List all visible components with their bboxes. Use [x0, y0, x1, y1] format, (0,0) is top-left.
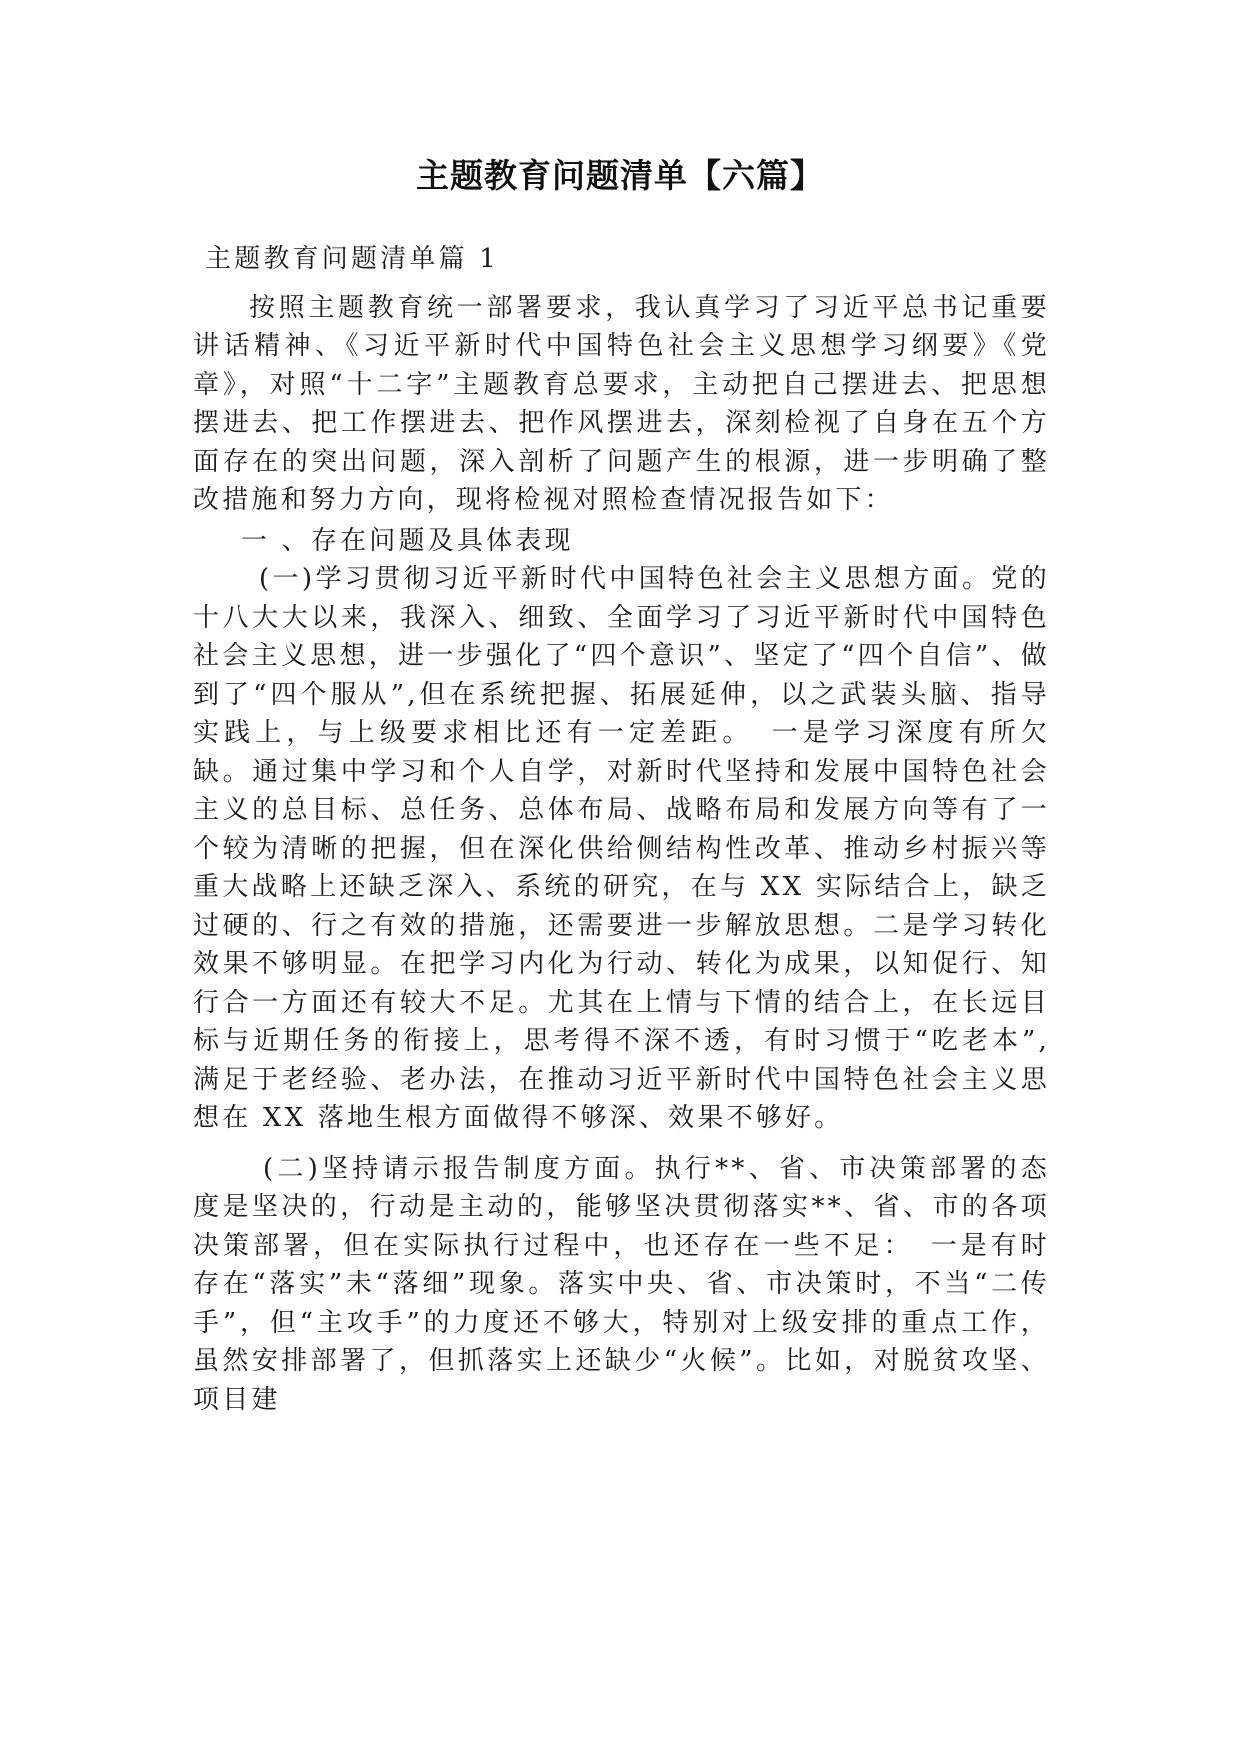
section-heading: 一 、存在问题及具体表现: [241, 525, 574, 556]
section-title: 主题教育问题清单篇 1: [205, 244, 500, 274]
paragraph-study: (一)学习贯彻习近平新时代中国特色社会主义思想方面。党的十八大大以来，我深入、细致、全面学习了习近平新时代中国特色社会主义思想，进一步强化了“四个意识”、坚定了“四个自信”、做到了“四个服从”,但在系统把握、拓展延伸，以之武装头脑、指导实践上，与上级要求相比还有一定差距。 一是学习深度有所欠缺。通过集中学习和个人自学，对新时代坚持和发展中国特色社会主义的总目标、总任务、总体布局、战略布局和发展方向等有了一个较为清晰的把握，但在深化供给侧结构性改革、推动乡村振兴等重大战略上还缺乏深入、系统的研究，在与 XX 实际结合上，缺乏过硬的、行之有效的措施，还需要进一步解放思想。二是学习转化效果不够明显。在把学习内化为行动、转化为成果，以知促行、知行合一方面还有较大不足。尤其在上情与下情的结合上，在长远目标与近期任务的衔接上，思考得不深不透，有时习惯于“吃老本”,满足于老经验、老办法，在推动习近平新时代中国特色社会主义思想在 XX 落地生根方面做得不够深、效果不够好。: [193, 564, 1050, 1133]
document-title: 主题教育问题清单【六篇】: [416, 156, 824, 195]
paragraph-reporting: (二)坚持请示报告制度方面。执行**、省、市决策部署的态度是坚决的，行动是主动的，能够坚决贯彻落实**、省、市的各项决策部署，但在实际执行过程中，也还存在一些不足： 一是有时存在“落实”未“落细”现象。落实中央、省、市决策时，不当“二传手”，但“主攻手”的力度还不够大，特别对上级安排的重点工作，虽然安排部署了，但抓落实上还缺少“火候”。比如，对脱贫攻坚、项目建: [193, 1153, 1050, 1415]
intro-paragraph: 按照主题教育统一部署要求，我认真学习了习近平总书记重要讲话精神、《习近平新时代中国特色社会主义思想学习纲要》《党章》，对照“十二字”主题教育总要求，主动把自己摆进去、把思想摆进去、把工作摆进去、把作风摆进去，深刻检视了自身在五个方面存在的突出问题，深入剖析了问题产生的根源，进一步明确了整改措施和努力方向，现将检视对照检查情况报告如下：: [193, 292, 1050, 515]
document-body: [193, 240, 1050, 1419]
